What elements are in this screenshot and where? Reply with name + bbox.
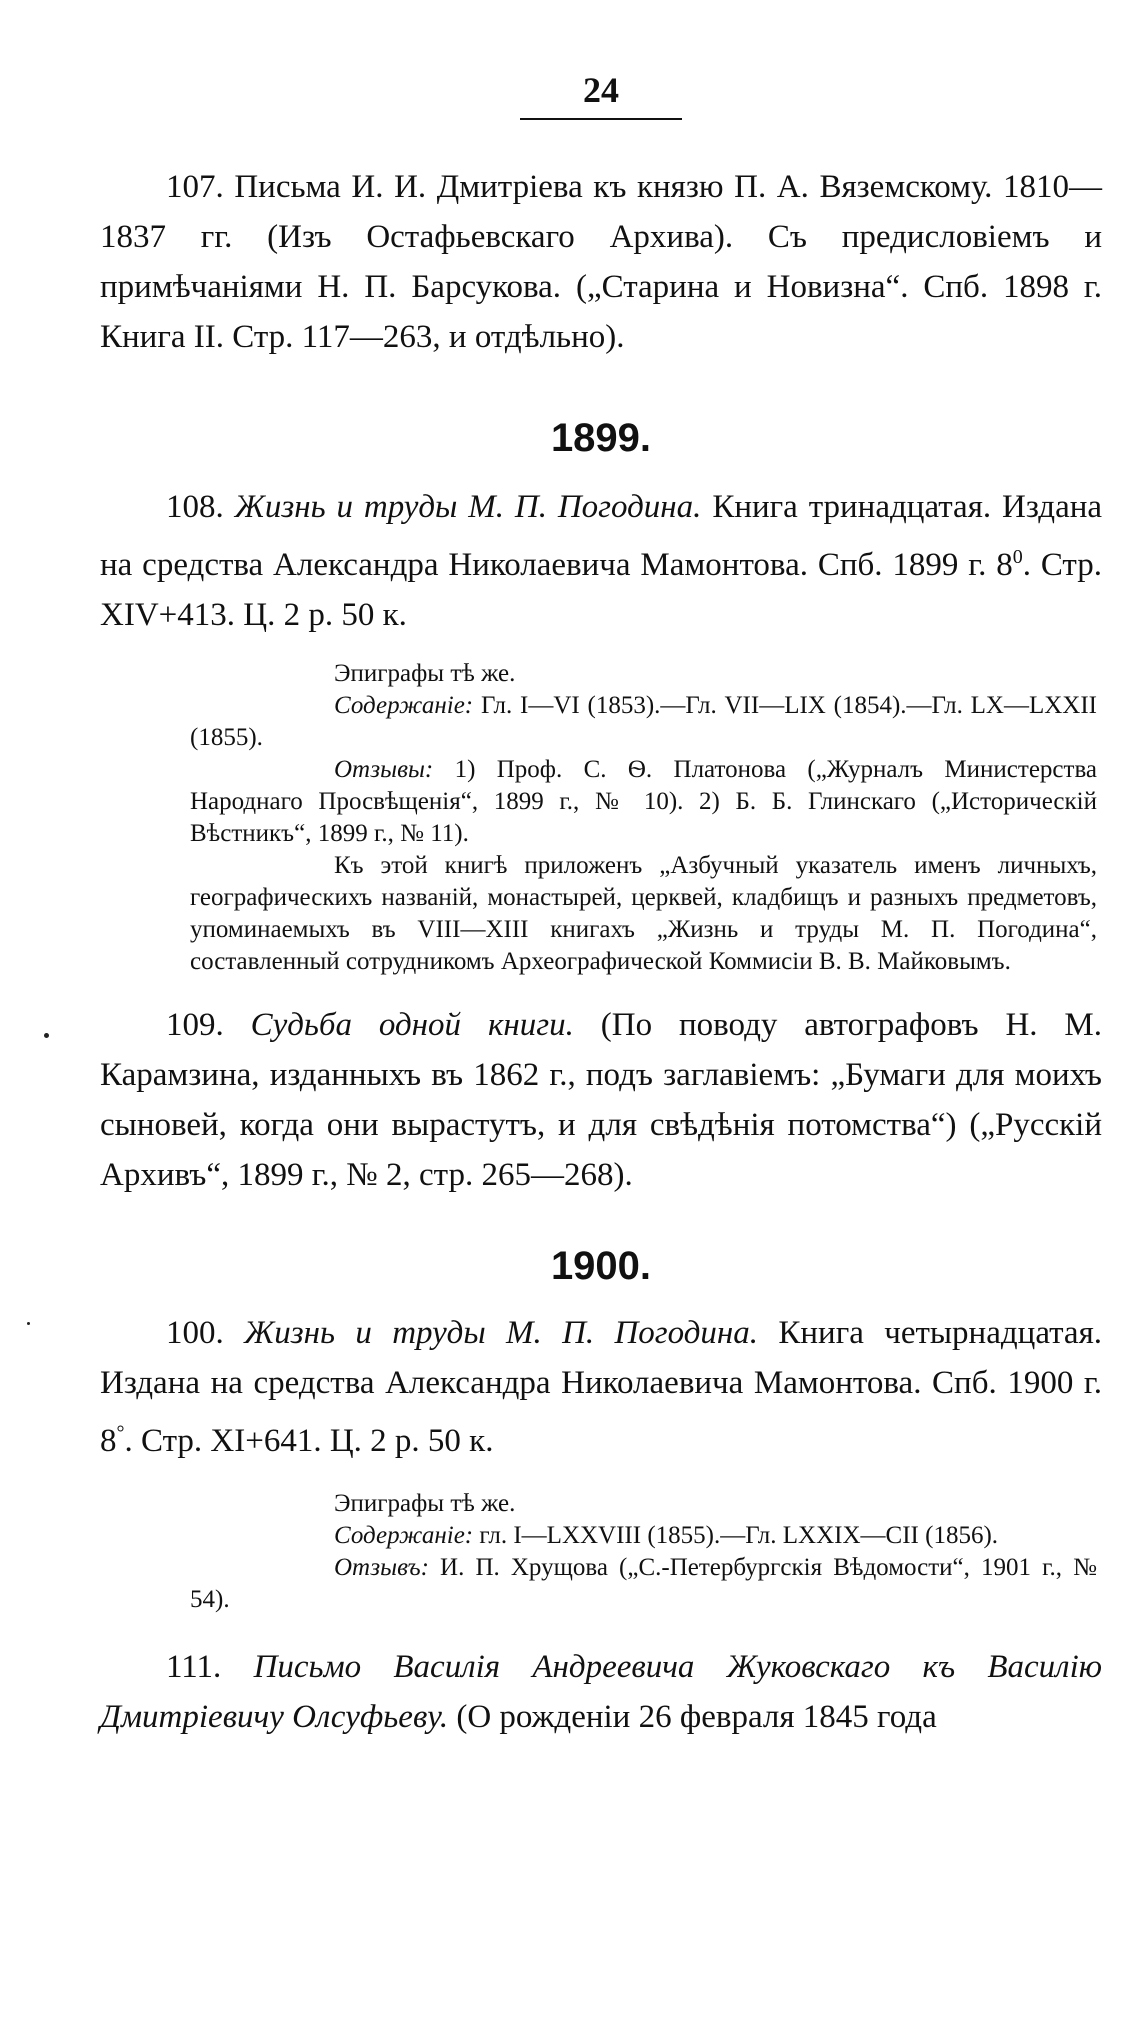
entry-111 <box>100 1642 1102 1742</box>
note-100-review-text: И. П. Хрущова („С.-Петербургскія Вѣдомости“, 1901 г., № 54). <box>190 1554 1098 1613</box>
entry-108-body: Книга тринадцатая. Издана на средства Александра Николаевича Мамонтова. Спб. 1899 г. 8 <box>100 489 1103 583</box>
entry-108 <box>100 482 1102 640</box>
entry-108-tail: . Стр. XIV+413. Ц. 2 р. 50 к. <box>100 547 1103 633</box>
note-100-review <box>190 1552 1097 1616</box>
note-100-epigraph: Эпиграфы тѣ же. <box>334 1490 516 1517</box>
entry-100-tail: . Стр. XI+641. Ц. 2 р. 50 к. <box>124 1423 494 1459</box>
note-100-contents-text: гл. I—LXXVIII (1855).—Гл. LXXIX—CII (1856). <box>479 1522 999 1549</box>
entry-108-number: 108. <box>166 489 224 525</box>
note-100-review-label: Отзывъ: <box>334 1554 429 1581</box>
entry-107: 107. Письма И. И. Дмитріева къ князю П. А. Вяземскому. 1810—1837 гг. (Изъ Остафьевскаго Архива). Съ предисловіемъ и примѣчаніями Н. П. Барсукова. („Старина и Новизна“. Спб. 1898 г. Книга II. Стр. 117—263, и отдѣльно). <box>100 169 1102 355</box>
note-108-contents-label: Содержаніе: <box>334 692 474 719</box>
entry-108-title: Жизнь и труды М. П. Погодина. <box>234 489 702 525</box>
entry-109-body: (По поводу автографовъ Н. М. Карамзина, изданныхъ въ 1862 г., подъ заглавіемъ: „Бумаги для моихъ сыновей, когда они вырастутъ, и для свѣдѣнія потомства“) („Русскій Архивъ“, 1899 г., № 2, стр. 265—268). <box>100 1007 1103 1193</box>
note-108-contents <box>190 690 1097 754</box>
scan-speck <box>27 1322 30 1325</box>
entry-111-title: Письмо Василія Андреевича Жуковскаго къ Василію Дмитріевичу Олсуфьеву. <box>100 1649 1103 1735</box>
entry-111-number: 111. <box>166 1649 222 1685</box>
page-number: 24 <box>583 70 619 110</box>
note-100-contents-label: Содержаніе: <box>334 1522 474 1549</box>
note-108-reviews-text: 1) Проф. С. Ѳ. Платонова („Журналъ Министерства Народнаго Просвѣщенія“, 1899 г., № 10). 2) Б. Б. Глинскаго („Историческій Вѣстникъ“, 1899 г., № 11). <box>190 756 1098 847</box>
entry-109-title: Судьба одной книги. <box>250 1007 574 1043</box>
page-number-rule <box>520 118 682 120</box>
entry-111-body: (О рожденіи 26 февраля 1845 года <box>456 1699 937 1735</box>
notes-108 <box>100 658 1102 978</box>
notes-100 <box>100 1488 1102 1616</box>
year-heading-1900: 1900. <box>550 1244 652 1288</box>
entry-100-format-sup: ° <box>116 1422 125 1444</box>
year-heading-1899: 1899. <box>550 416 652 460</box>
note-108-reviews-label: Отзывы: <box>334 756 434 783</box>
note-108-epigraph: Эпиграфы тѣ же. <box>334 660 516 687</box>
entry-100-number: 100. <box>166 1315 224 1351</box>
note-100-contents <box>190 1520 1097 1552</box>
entry-109-number: 109. <box>166 1007 224 1043</box>
entry-108-format-sup: 0 <box>1012 546 1023 568</box>
scan-speck <box>44 1033 49 1038</box>
entry-109 <box>100 1000 1102 1200</box>
note-108-appendix: Къ этой книгѣ приложенъ „Азбучный указатель именъ личныхъ, географическихъ названій, монастырей, церквей, кладбищъ и разныхъ предметовъ, упоминаемыхъ въ VIII—XIII книгахъ „Жизнь и труды М. П. Погодина“, составленный сотрудникомъ Археографической Коммисіи В. В. Майковымъ. <box>190 852 1097 975</box>
entry-100-title: Жизнь и труды М. П. Погодина. <box>244 1315 759 1351</box>
entry-100 <box>100 1308 1102 1466</box>
entry-100-body: Книга четырнадцатая. Издана на средства Александра Николаевича Мамонтова. Спб. 1900 г. 8 <box>100 1315 1103 1459</box>
book-page <box>100 70 1102 1742</box>
note-108-reviews <box>190 754 1097 850</box>
note-108-contents-text: Гл. I—VI (1853).—Гл. VII—LIX (1854).—Гл. LX—LXXII (1855). <box>190 692 1097 751</box>
